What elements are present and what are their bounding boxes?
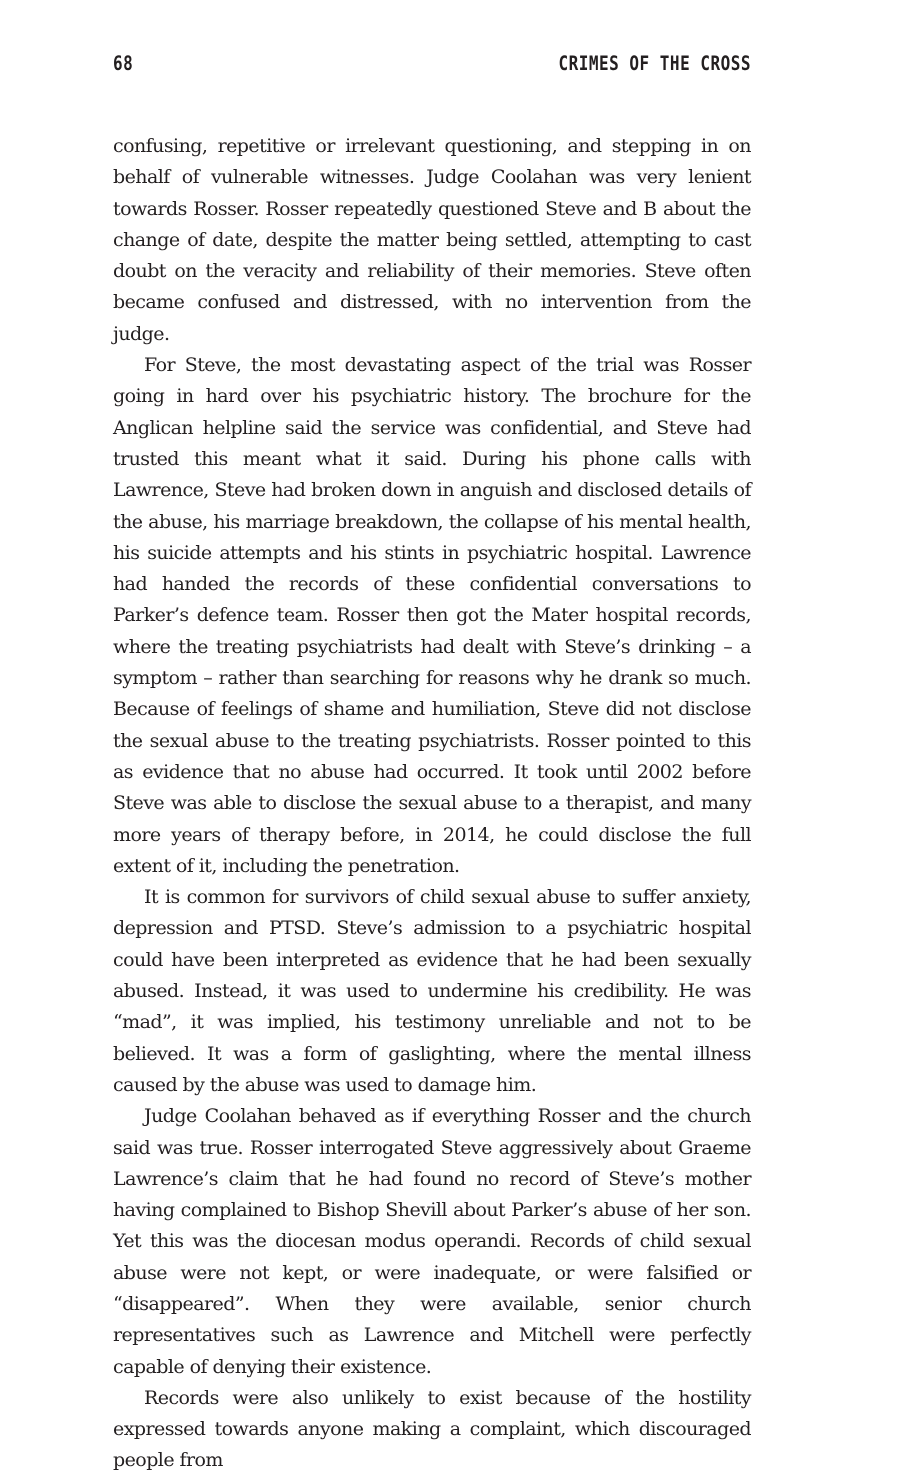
running-head	[113, 52, 751, 86]
paragraph: It is common for survivors of child sexual abuse to suffer anxiety, depression and PTSD. Steve’s admission to a psychiatric hospital could have been interpreted as evidence that he had been sexually abused. Instead, it was used to undermine his credibility. He was “mad”, it was implied, his testimony unreliable and not to be believed. It was a form of gaslighting, where the mental illness caused by the abuse was used to damage him.	[113, 886, 751, 1096]
book-title: CRIMES OF THE CROSS	[558, 52, 751, 75]
paragraph: Records were also unlikely to exist because of the hostility expressed towards anyone making a complaint, which discouraged people from	[113, 1386, 751, 1472]
paragraph: confusing, repetitive or irrelevant questioning, and stepping in on behalf of vulnerable witnesses. Judge Coolahan was very lenient towards Rosser. Rosser repeatedly questioned Steve and B about the change of date, despite the matter being settled, attempting to cast doubt on the veracity and reliability of their memories. Steve often became confused and distressed, with no intervention from the judge.	[113, 135, 751, 345]
page-number: 68	[113, 52, 134, 75]
paragraph: For Steve, the most devastating aspect of the trial was Rosser going in hard over his psychiatric history. The brochure for the Anglican helpline said the service was confidential, and Steve had trusted this meant what it said. During his phone calls with Lawrence, Steve had broken down in anguish and disclosed details of the abuse, his marriage breakdown, the collapse of his mental health, his suicide attempts and his stints in psychiatric hospital. Lawrence had handed the records of these confidential conversations to Parker’s defence team. Rosser then got the Mater hospital records, where the treating psychiatrists had dealt with Steve’s drinking – a symptom – rather than searching for reasons why he drank so much. Because of feelings of shame and humiliation, Steve did not disclose the sexual abuse to the treating psychiatrists. Rosser pointed to this as evidence that no abuse had occurred. It took until 2002 before Steve was able to disclose the sexual abuse to a therapist, and many more years of therapy before, in 2014, he could disclose the full extent of it, including the penetration.	[113, 354, 751, 877]
body-text	[113, 131, 751, 1477]
paragraph: Judge Coolahan behaved as if everything Rosser and the church said was true. Rosser interrogated Steve aggressively about Graeme Lawrence’s claim that he had found no record of Steve’s mother having complained to Bishop Shevill about Parker’s abuse of her son. Yet this was the diocesan modus operandi. Records of child sexual abuse were not kept, or were inadequate, or were falsified or “disappeared”. When they were available, senior church representatives such as Lawrence and Mitchell were perfectly capable of denying their existence.	[113, 1105, 751, 1378]
